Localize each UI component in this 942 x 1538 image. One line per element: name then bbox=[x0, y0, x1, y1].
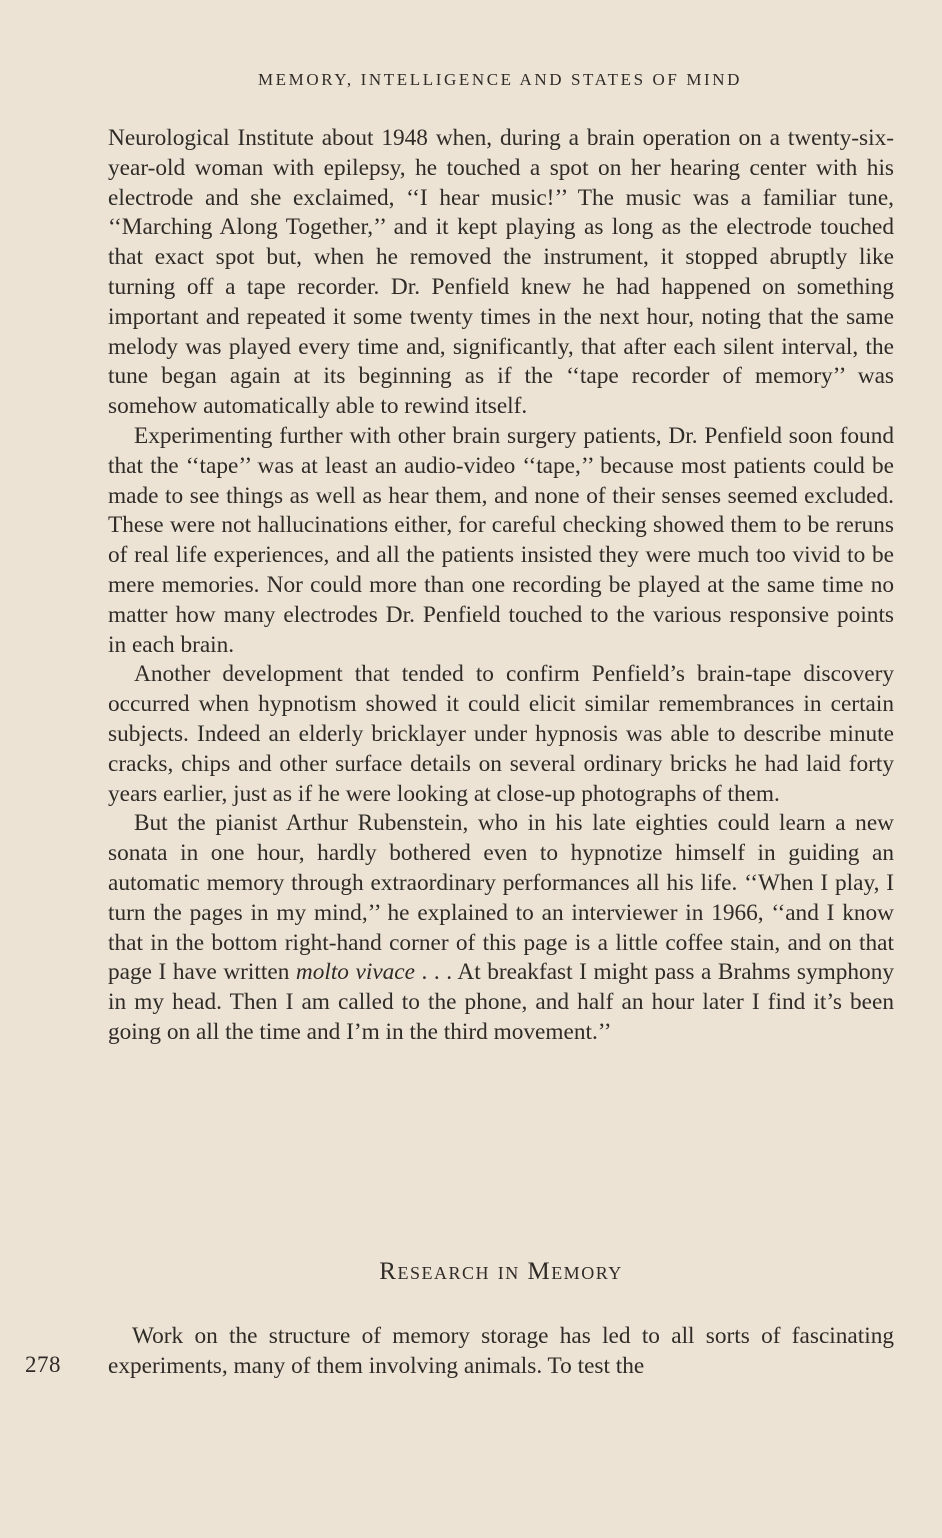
section-body bbox=[108, 1321, 894, 1381]
paragraph-3: Another development that tended to confirm Penfield’s brain-tape discovery occurred when hypnotism showed it could elicit similar remembrances in certain subjects. Indeed an elderly bricklayer under hypnosis was able to describe minute cracks, chips and other surface details on several ordinary bricks he had laid forty years earlier, just as if he were looking at close-up photographs of them. bbox=[108, 661, 894, 807]
body-text bbox=[108, 124, 894, 1048]
paragraph-1: Neurological Institute about 1948 when, during a brain operation on a twenty-six-year-old woman with epilepsy, he touched a spot on her hearing center with his electrode and she exclaimed, ‘‘I hear music!’’ The music was a familiar tune, ‘‘Marching Along Together,’’ and it kept playing as long as the electrode touched that exact spot but, when he removed the instrument, it stopped abruptly like turning off a tape recorder. Dr. Penfield knew he had happened on something important and repeated it some twenty times in the next hour, noting that the same melody was played every time and, significantly, that after each silent interval, the tune began again at its beginning as if the ‘‘tape recorder of memory’’ was somehow automatically able to rewind itself. bbox=[108, 125, 894, 420]
running-head-text: MEMORY, INTELLIGENCE AND STATES OF MIND bbox=[257, 70, 743, 89]
paragraph-2: Experimenting further with other brain surgery patients, Dr. Penfield soon found that the ‘‘tape’’ was at least an audio-video ‘‘tape,’’ because most patients could be made to see things as well as hear them, and none of their senses seemed excluded. These were not hallucinations either, for careful checking showed them to be reruns of real life experiences, and all the patients insisted they were much too vivid to be mere memories. Nor could more than one recording be played at the same time no matter how many electrodes Dr. Penfield touched to the various responsive points in each brain. bbox=[108, 422, 894, 658]
paragraph-4-text-after: . . . At breakfast I might pass a Brahms symphony in my head. Then I am called to the phone, and half an hour later I find it’s been going on all the time and I’m in the third movement.’’ bbox=[108, 959, 895, 1045]
paragraph-4-italic: molto vivace bbox=[295, 959, 415, 986]
paragraph-4-text-before: But the pianist Arthur Rubenstein, who in his late eighties could learn a new sonata in one hour, hardly bothered even to hypnotize himself in guiding an automatic memory through extraordinary performances all his life. ‘‘When I play, I turn the pages in my mind,’’ he explained to an interviewer in 1966, ‘‘and I know that in the bottom right-hand corner of this page is a little coffee stain, and on that page I have written bbox=[108, 810, 894, 986]
running-head bbox=[0, 70, 942, 90]
section-paragraph-1: Work on the structure of memory storage has led to all sorts of fascinating experiments, many of them involving animals. To test the bbox=[108, 1323, 894, 1379]
page-number: 278 bbox=[25, 1352, 61, 1377]
section-heading: Research in Memory bbox=[379, 1258, 623, 1285]
paragraph-4 bbox=[108, 809, 894, 1047]
